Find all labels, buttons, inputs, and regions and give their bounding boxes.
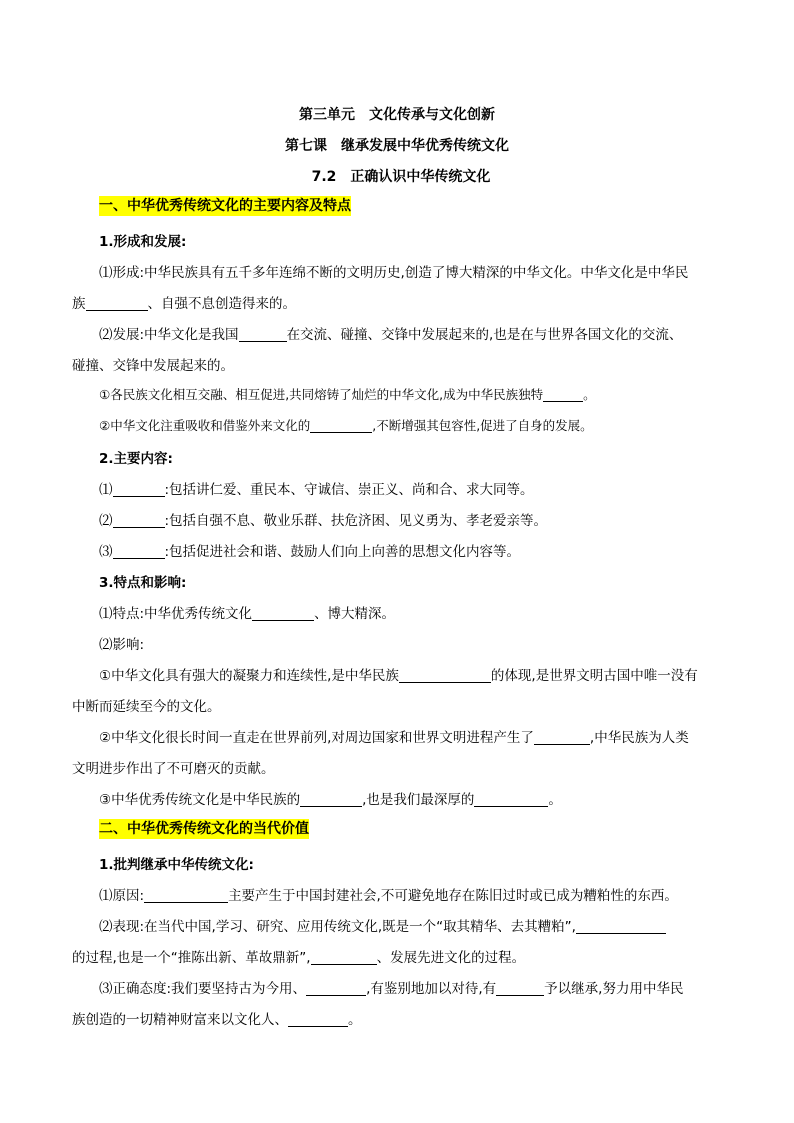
- content-item-2: ⑵ :包括自强不息、敬业乐群、扶危济困、见义勇为、孝老爱亲等。: [99, 513, 548, 529]
- blank-field[interactable]: [576, 919, 666, 934]
- blank-field[interactable]: [288, 1012, 348, 1027]
- blank-field[interactable]: [113, 544, 165, 559]
- blank-field[interactable]: [113, 482, 165, 497]
- blank-field[interactable]: [239, 327, 287, 342]
- influence-point-3: ③中华优秀传统文化是中华民族的 ,也是我们最深厚的 。: [99, 792, 562, 808]
- blank-field[interactable]: [534, 730, 590, 745]
- blank-field[interactable]: [496, 981, 544, 996]
- blank-field[interactable]: [300, 792, 362, 807]
- content-item-1: ⑴ :包括讲仁爱、重民本、守诚信、崇正义、尚和合、求大同等。: [99, 482, 534, 498]
- blank-field[interactable]: [311, 950, 377, 965]
- influence-point-1-line-2: 中断而延续至今的文化。: [72, 699, 221, 715]
- content-item-3: ⑶ :包括促进社会和谐、鼓励人们向上向善的思想文化内容等。: [99, 544, 521, 560]
- blank-field[interactable]: [86, 296, 148, 311]
- formation-subheading: 1.形成和发展:: [99, 234, 187, 250]
- lesson-heading: 第七课 继承发展中华优秀传统文化: [285, 138, 509, 154]
- blank-field[interactable]: [474, 792, 548, 807]
- influence-point-2-line-2: 文明进步作出了不可磨灭的贡献。: [72, 761, 275, 777]
- expression-line-1: ⑵表现:在当代中国,学习、研究、应用传统文化,既是一个“取其精华、去其糟粕”,: [99, 915, 666, 935]
- blank-field[interactable]: [306, 981, 366, 996]
- features-line: ⑴特点:中华优秀传统文化 、博大精深。: [99, 606, 396, 622]
- development-point-1: ①各民族文化相互交融、相互促进,共同熔铸了灿烂的中华文化,成为中华民族独特 。: [99, 387, 596, 402]
- formation-line-1: ⑴形成:中华民族具有五千多年连绵不断的文明历史,创造了博大精深的中华文化。中华文化是中华民: [99, 265, 689, 281]
- formation-line-2: 族 、自强不息创造得来的。: [72, 296, 296, 312]
- development-line-1: ⑵发展:中华文化是我国 在交流、碰撞、交锋中发展起来的,也是在与世界各国文化的交流、: [99, 327, 683, 343]
- blank-field[interactable]: [399, 668, 491, 683]
- attitude-line-2: 族创造的一切精神财富来以文化人、 。: [72, 1012, 362, 1028]
- blank-field[interactable]: [144, 888, 228, 903]
- attitude-line-1: ⑶正确态度:我们要坚持古为今用、 ,有鉴别地加以对待,有 予以继承,努力用中华民: [99, 981, 684, 997]
- development-line-2: 碰撞、交锋中发展起来的。: [72, 358, 234, 374]
- development-point-2: ②中华文化注重吸收和借鉴外来文化的 ,不断增强其包容性,促进了自身的发展。: [99, 418, 593, 433]
- unit-heading: 第三单元 文化传承与文化创新: [299, 107, 495, 123]
- inherit-subheading: 1.批判继承中华传统文化:: [99, 857, 254, 873]
- blank-field[interactable]: [113, 513, 165, 528]
- influence-point-1-line-1: ①中华文化具有强大的凝聚力和连续性,是中华民族 的体现,是世界文明古国中唯一没有: [99, 668, 698, 684]
- part2-heading: 二、中华优秀传统文化的当代价值: [99, 821, 309, 837]
- influence-point-2-line-1: ②中华文化很长时间一直走在世界前列,对周边国家和世界文明进程产生了 ,中华民族为人类: [99, 730, 689, 746]
- blank-field[interactable]: [252, 606, 314, 621]
- section-heading: 7.2 正确认识中华传统文化: [311, 169, 491, 185]
- influence-label: ⑵影响:: [99, 637, 145, 653]
- reason-line: ⑴原因: 主要产生于中国封建社会,不可避免地存在陈旧过时或已成为糟粕性的东西。: [99, 888, 678, 904]
- part1-heading: 一、中华优秀传统文化的主要内容及特点: [99, 198, 351, 214]
- expression-line-2: 的过程,也是一个“推陈出新、革故鼎新”, 、发展先进文化的过程。: [72, 950, 526, 966]
- content-subheading: 2.主要内容:: [99, 451, 173, 467]
- blank-field[interactable]: [310, 418, 372, 433]
- blank-field[interactable]: [543, 387, 583, 402]
- features-subheading: 3.特点和影响:: [99, 575, 187, 591]
